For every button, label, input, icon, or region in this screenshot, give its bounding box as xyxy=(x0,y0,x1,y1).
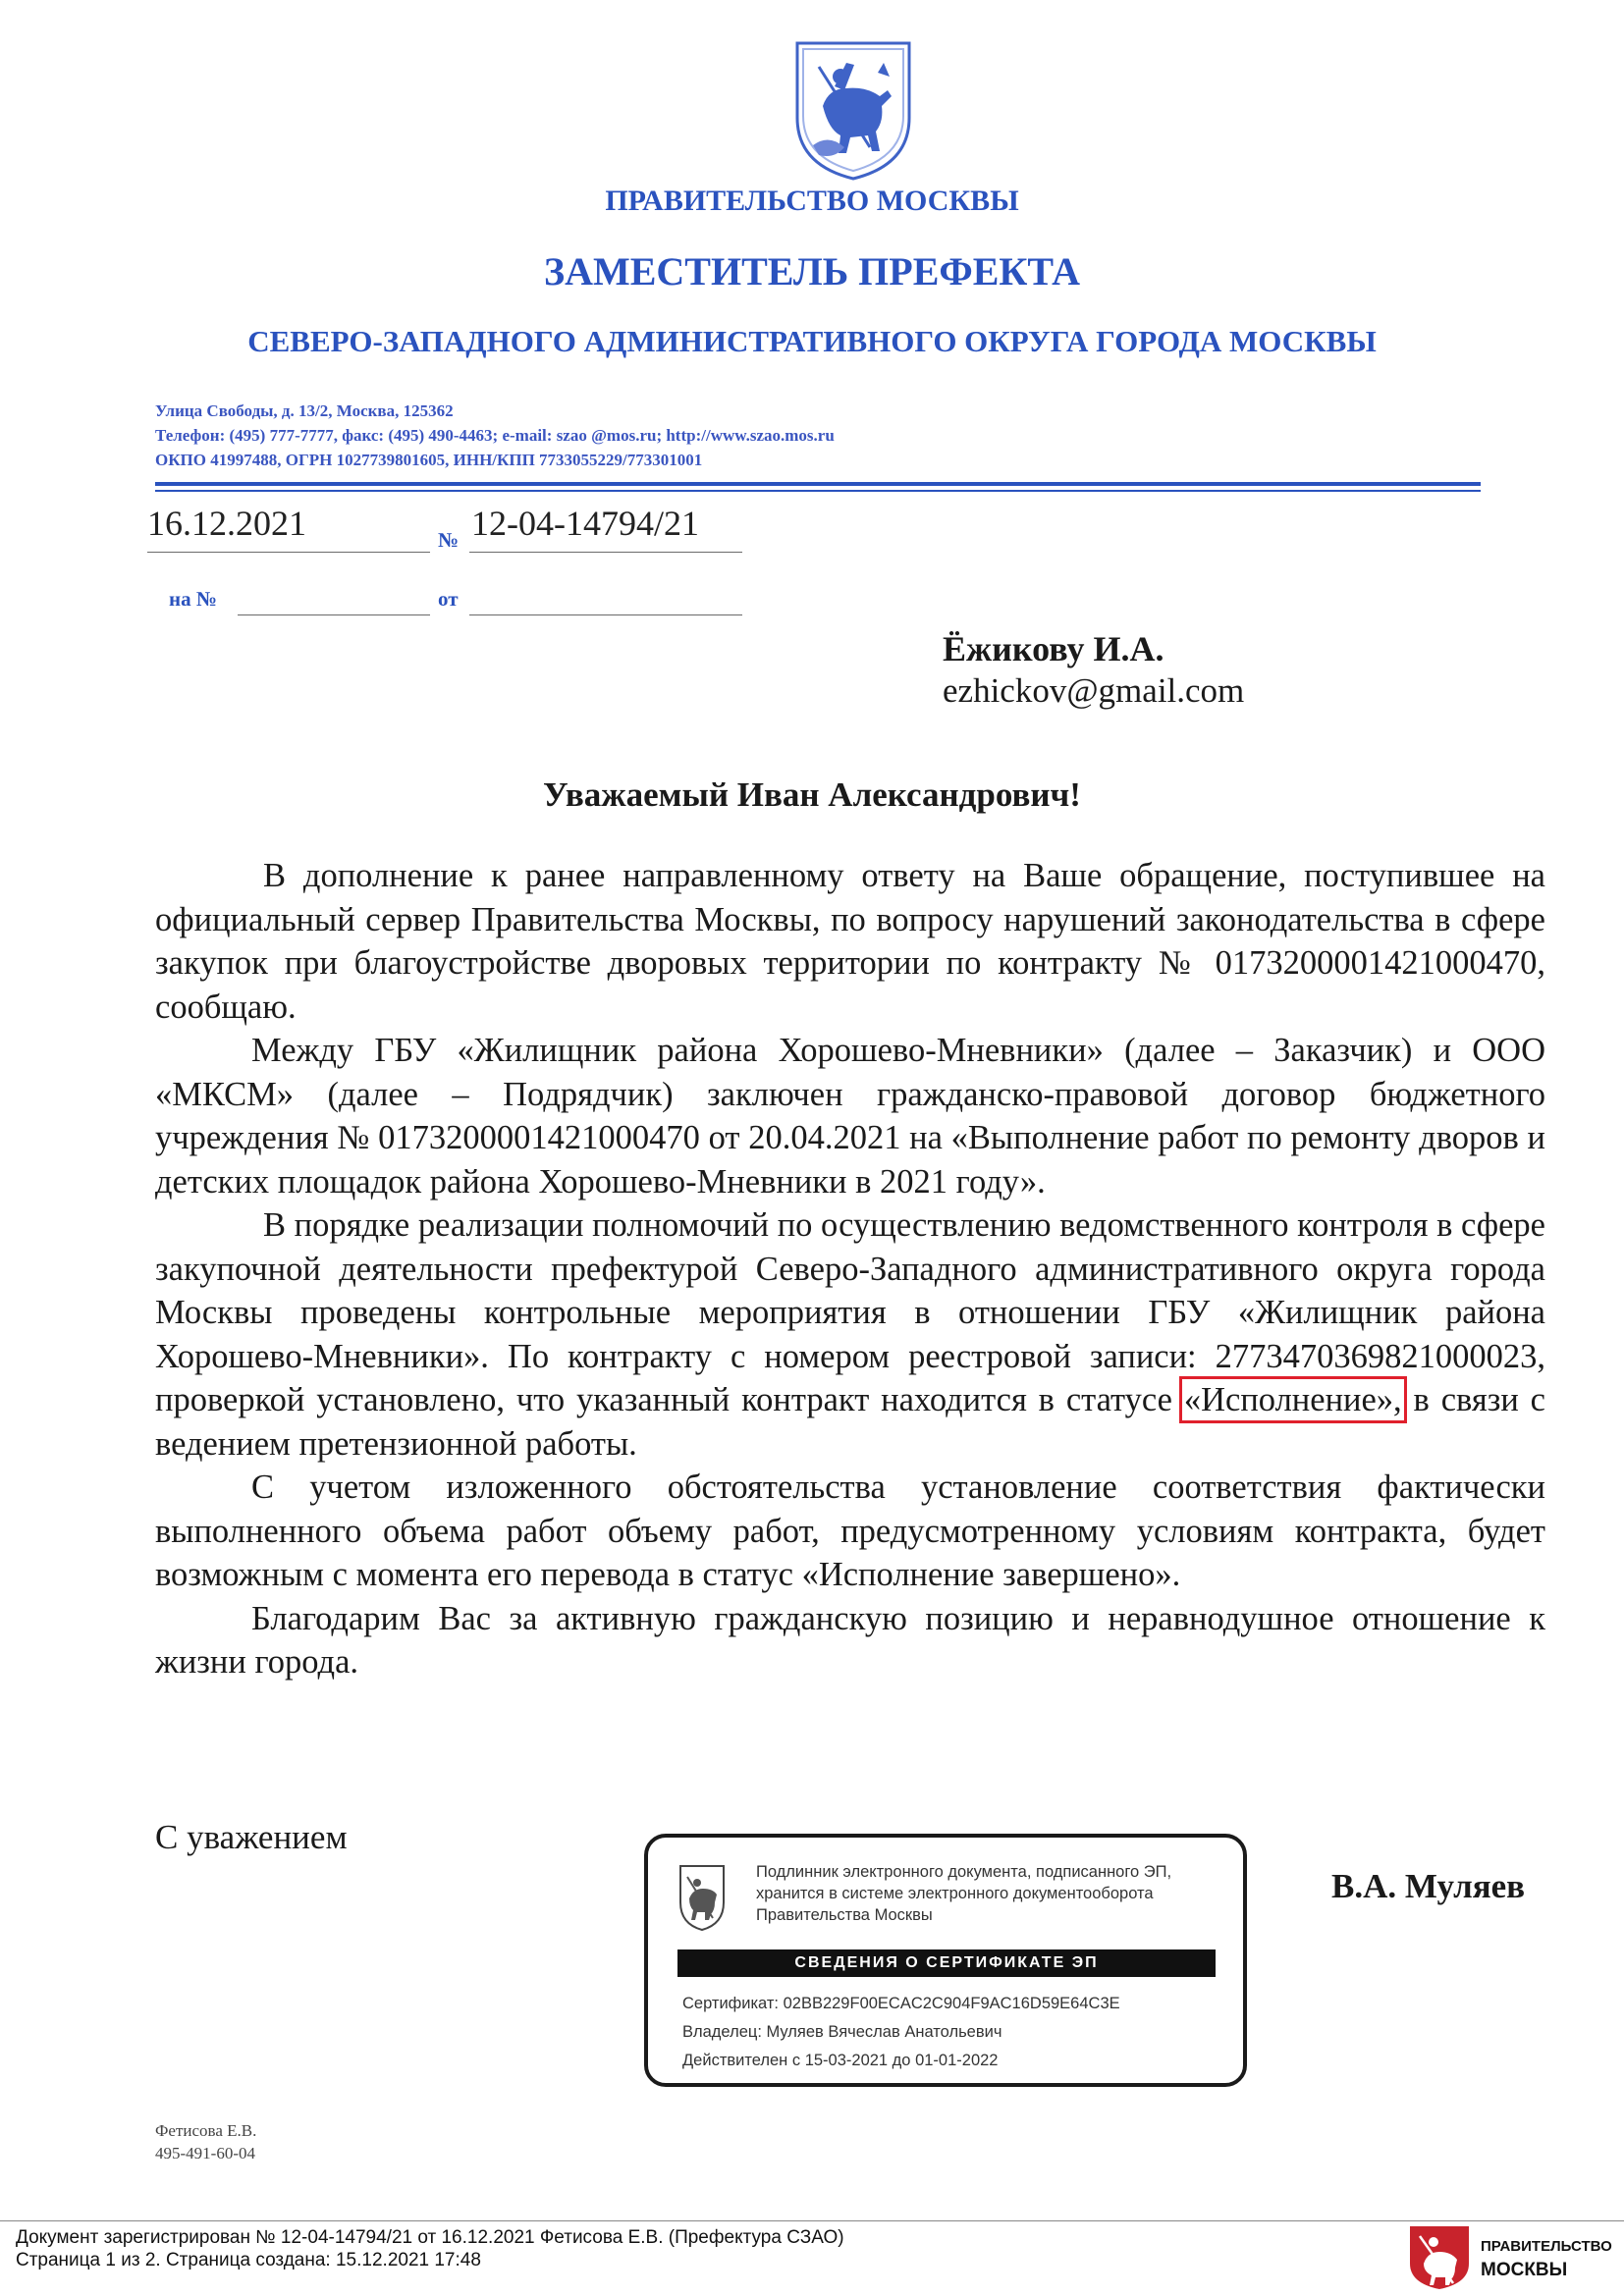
stamp-validity: Действителен с 15-03-2021 до 01-01-2022 xyxy=(682,2052,999,2069)
stamp-coat-of-arms-icon xyxy=(677,1863,727,1932)
number-label: № xyxy=(438,528,460,552)
greeting: Уважаемый Иван Александрович! xyxy=(543,775,1081,814)
addressee-name: Ёжикову И.А. xyxy=(943,629,1164,668)
district-name: СЕВЕРО-ЗАПАДНОГО АДМИНИСТРАТИВНОГО ОКРУГА ГОРОДА МОСКВЫ xyxy=(247,324,1377,358)
moscow-coat-of-arms-icon xyxy=(789,37,917,183)
footer-brand-line-2: МОСКВЫ xyxy=(1481,2260,1568,2280)
stamp-line-1: Подлинник электронного документа, подписанного ЭП, xyxy=(756,1863,1172,1881)
paragraph-4: С учетом изложенного обстоятельства установление соответствия фактически выполненного объема работ объему работ, предусмотренному условиям контракта, будет возможным с момента его перевода в статус «Исполнение завершено». xyxy=(155,1468,1545,1593)
registration-number: 12-04-14794/21 xyxy=(471,504,699,543)
paragraph-3-after: в связи с ведением претензионной работы. xyxy=(155,1381,1545,1463)
paragraph-5: Благодарим Вас за активную гражданскую позицию и неравнодушное отношение к жизни города. xyxy=(155,1599,1545,1681)
closing: С уважением xyxy=(155,1818,348,1856)
contact-address: Улица Свободы, д. 13/2, Москва, 125362 xyxy=(155,401,454,420)
date-underline xyxy=(147,552,430,553)
status-highlight: «Исполнение», xyxy=(1183,1381,1402,1418)
contact-requisites: ОКПО 41997488, ОГРН 1027739801605, ИНН/КПП 7733055229/773301001 xyxy=(155,451,703,469)
number-underline xyxy=(469,552,742,553)
paragraph-1: В дополнение к ранее направленному ответу на Ваше обращение, поступившее на официальный сервер Правительства Москвы, по вопросу нарушений законодательства в сфере закупок при благоустройстве дворовых территории по контракту № 0173200001421000470, сообщаю. xyxy=(155,857,1545,1026)
registration-date: 16.12.2021 xyxy=(147,504,306,543)
paragraph-3 xyxy=(155,1203,1545,1466)
executor-name: Фетисова Е.В. xyxy=(155,2121,257,2140)
addressee-email: ezhickov@gmail.com xyxy=(943,671,1245,710)
executor-phone: 495-491-60-04 xyxy=(155,2144,255,2163)
stamp-text xyxy=(756,1861,1237,1926)
stamp-line-2: хранится в системе электронного документооборота xyxy=(756,1885,1154,1902)
stamp-line-3: Правительства Москвы xyxy=(756,1906,933,1924)
stamp-certificate: Сертификат: 02BB229F00ECAC2C904F9AC16D59E64C3E xyxy=(682,1995,1120,2012)
org-name: ПРАВИТЕЛЬСТВО МОСКВЫ xyxy=(605,185,1019,217)
footer-page-info: Страница 1 из 2. Страница создана: 15.12.2021 17:48 xyxy=(16,2250,481,2270)
footer-rule xyxy=(0,2220,1624,2221)
signature-stamp xyxy=(644,1834,1247,2087)
contact-phone: Телефон: (495) 777-7777, факс: (495) 490-4463; e-mail: szao @mos.ru; http://www.szao.mos.ru xyxy=(155,426,835,445)
moscow-government-logo-icon xyxy=(1408,2224,1471,2291)
from-label: от xyxy=(438,587,459,611)
letter-body xyxy=(155,854,1545,1684)
header-rule-thin xyxy=(155,490,1481,492)
paragraph-2: Между ГБУ «Жилищник района Хорошево-Мневники» (далее – Заказчик) и ООО «МКСМ» (далее – Подрядчик) заключен гражданско-правовой договор бюджетного учреждения № 0173200001421000470 от 20.04.2021 на «Выполнение работ по ремонту дворов и детских площадок района Хорошево-Мневники в 2021 году». xyxy=(155,1032,1545,1201)
stamp-owner: Владелец: Муляев Вячеслав Анатольевич xyxy=(682,2023,1002,2041)
header-rule-thick xyxy=(155,482,1481,486)
footer-registration: Документ зарегистрирован № 12-04-14794/21 от 16.12.2021 Фетисова Е.В. (Префектура СЗАО) xyxy=(16,2227,844,2248)
ref-underline xyxy=(238,614,430,615)
signer-name: В.А. Муляев xyxy=(1331,1867,1526,1905)
ref-label: на № xyxy=(169,587,217,611)
stamp-certificate-bar: СВЕДЕНИЯ О СЕРТИФИКАТЕ ЭП xyxy=(677,1949,1216,1977)
footer-brand-line-1: ПРАВИТЕЛЬСТВО xyxy=(1481,2238,1612,2255)
from-underline xyxy=(469,614,742,615)
letter-title: ЗАМЕСТИТЕЛЬ ПРЕФЕКТА xyxy=(543,249,1081,294)
paragraph-3-before: В порядке реализации полномочий по осуществлению ведомственного контроля в сфере закупочной деятельности префектурой Северо-Западного административного округа города Москвы проведены контрольные мероприятия в отношении ГБУ «Жилищник района Хорошево-Мневники». По контракту с номером реестровой записи: 2773470369821000023, проверкой установлено, что указанный контракт находится в статусе xyxy=(155,1206,1545,1418)
